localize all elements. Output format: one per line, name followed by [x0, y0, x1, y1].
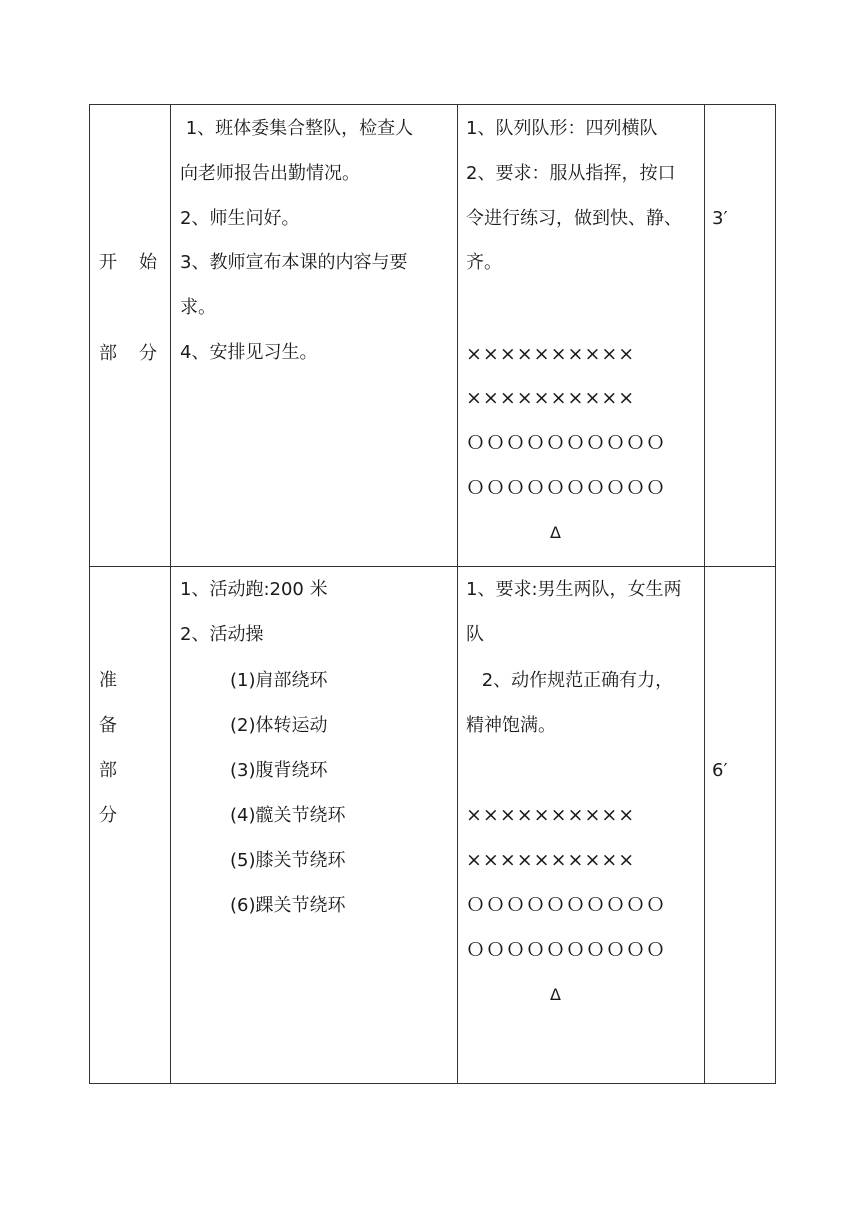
section-label-char: 准 [99, 670, 117, 691]
formation-row-girls: ＯＯＯＯＯＯＯＯＯＯ [466, 939, 667, 961]
table-row-divider [89, 566, 776, 567]
formation-row-boys: ×××××××××× [466, 343, 636, 365]
content-line: 2、师生问好。 [180, 208, 300, 229]
section-time-start: 3′ [712, 208, 728, 229]
table-bottom-border [89, 1083, 776, 1084]
organization-line: 令进行练习，做到快、静、 [466, 208, 682, 229]
section-time-warmup: 6′ [712, 760, 728, 781]
content-line: 3、教师宣布本课的内容与要 [180, 252, 408, 273]
table-left-border [89, 104, 90, 1084]
content-line: 求。 [180, 297, 216, 318]
content-line: 1、活动跑:200 米 [180, 579, 328, 600]
formation-row-boys: ×××××××××× [466, 804, 636, 826]
section-label-char: 备 [99, 715, 117, 736]
organization-line: 队 [466, 624, 484, 645]
exercise-item: (2)体转运动 [230, 715, 328, 736]
organization-line: 齐。 [466, 252, 502, 273]
teacher-position-icon: Δ [550, 985, 561, 1004]
section-label-char: 分 [99, 805, 117, 826]
organization-line: 1、队列队形：四列横队 [466, 118, 658, 139]
section-label-char: 部 [99, 343, 117, 364]
section-label-char: 始 [139, 252, 157, 273]
table-top-border [89, 104, 776, 105]
table-right-border [775, 104, 776, 1084]
exercise-item: (6)踝关节绕环 [230, 895, 346, 916]
organization-line: 1、要求:男生两队，女生两 [466, 579, 682, 600]
table-column-divider [170, 104, 171, 1084]
teacher-position-icon: Δ [550, 523, 561, 542]
formation-row-girls: ＯＯＯＯＯＯＯＯＯＯ [466, 477, 667, 499]
organization-line: 精神饱满。 [466, 715, 556, 736]
organization-line: 2、动作规范正确有力， [476, 670, 674, 691]
table-column-divider [704, 104, 705, 1084]
exercise-item: (3)腹背绕环 [230, 760, 328, 781]
formation-row-girls: ＯＯＯＯＯＯＯＯＯＯ [466, 894, 667, 916]
section-label-char: 分 [139, 343, 157, 364]
section-label-char: 部 [99, 760, 117, 781]
content-line: 4、安排见习生。 [180, 342, 318, 363]
content-line: 向老师报告出勤情况。 [180, 163, 360, 184]
exercise-item: (1)肩部绕环 [230, 670, 328, 691]
content-line: 1、班体委集合整队，检查人 [180, 118, 414, 139]
table-column-divider [457, 104, 458, 1084]
organization-line: 2、要求：服从指挥，按口 [466, 163, 676, 184]
section-label-char: 开 [99, 252, 117, 273]
formation-row-girls: ＯＯＯＯＯＯＯＯＯＯ [466, 432, 667, 454]
formation-row-boys: ×××××××××× [466, 387, 636, 409]
exercise-item: (4)髋关节绕环 [230, 805, 346, 826]
formation-row-boys: ×××××××××× [466, 849, 636, 871]
content-line: 2、活动操 [180, 624, 264, 645]
exercise-item: (5)膝关节绕环 [230, 850, 346, 871]
